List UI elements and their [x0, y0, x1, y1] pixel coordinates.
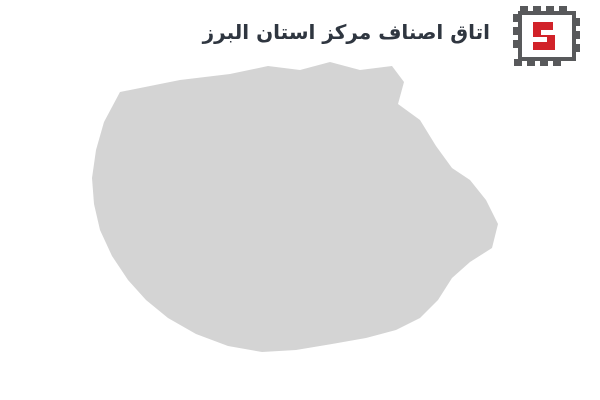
- page-title: اتاق اصناف مرکز استان البرز: [202, 20, 490, 44]
- gear-logo-icon: [504, 6, 590, 66]
